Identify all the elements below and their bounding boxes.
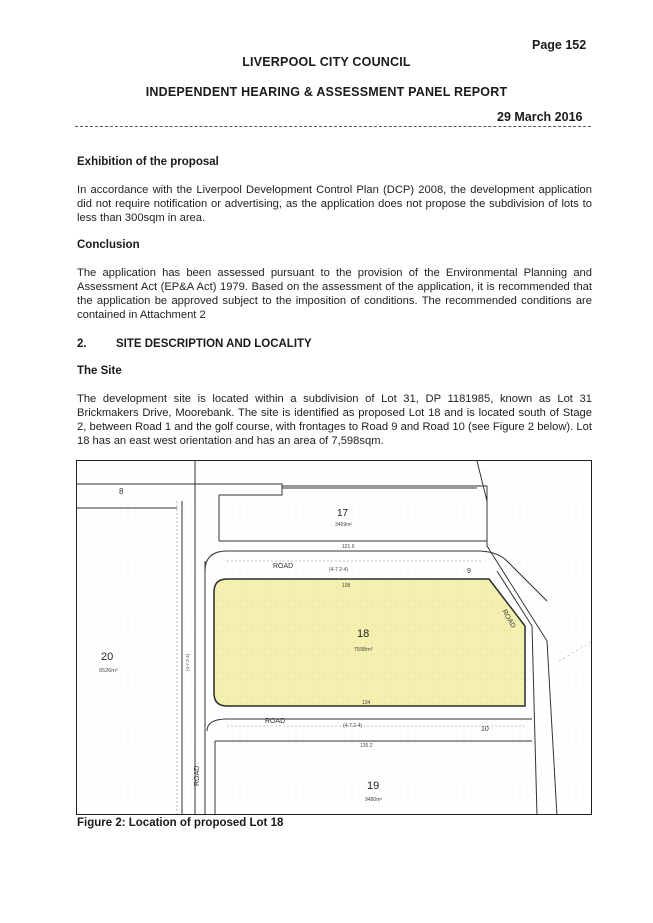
- figure-caption: Figure 2: Location of proposed Lot 18: [77, 817, 284, 829]
- lot-17-label: 17: [337, 508, 349, 519]
- lot-19-area-label: 9480m²: [365, 797, 382, 803]
- lot-20-label: 20: [101, 651, 114, 663]
- lot-19-label: 19: [367, 780, 380, 792]
- header-rule: [75, 126, 591, 127]
- road-9-label: ROAD: [273, 563, 294, 570]
- conclusion-heading: Conclusion: [77, 239, 140, 251]
- site-plan-figure: [76, 460, 592, 815]
- section-title: SITE DESCRIPTION AND LOCALITY: [116, 338, 312, 350]
- road-10-label: ROAD: [265, 718, 286, 725]
- lot-17-area-label: 3469m²: [335, 522, 352, 528]
- road-1-label: ROAD: [194, 765, 201, 786]
- council-name: LIVERPOOL CITY COUNCIL: [242, 55, 411, 69]
- road-1-width-label: (4-7.2-4): [185, 653, 190, 671]
- road-9-width-label: (4-7.2-4): [329, 567, 349, 573]
- site-paragraph: The development site is located within a subdivision of Lot 31, DP 1181985, known as Lot 31 Brickmakers Drive, Moorebank. The site is identified as proposed Lot 18 and is located south of Stage 2, between Road 1 and the golf course, with frontages to Road 9 and Road 10 (see Figure 2 below). Lot 18 has an east west orientation and has an area of 7,598sqm.: [77, 393, 592, 447]
- lot-8-label: 8: [119, 487, 124, 496]
- dimension-121-9: 121.9: [342, 544, 355, 550]
- dimension-108: 108: [342, 583, 351, 589]
- site-plan-map: [77, 461, 592, 815]
- site-heading: The Site: [77, 365, 122, 377]
- report-title: INDEPENDENT HEARING & ASSESSMENT PANEL REPORT: [145, 85, 508, 99]
- dimension-126-2: 126.2: [360, 743, 373, 749]
- exhibition-paragraph: In accordance with the Liverpool Development Control Plan (DCP) 2008, the development application did not require notification or advertising, as the application does not propose the subdivision of lots to less than 300sqm in area.: [77, 184, 592, 224]
- conclusion-paragraph: The application has been assessed pursuant to the provision of the Environmental Planning and Assessment Act (EP&A Act) 1979. Based on the assessment of the application, it is recommended that the application be approved subject to the imposition of conditions. The recommended conditions are contained in Attachment 2: [77, 267, 592, 321]
- lot-18-area-label: 7598m²: [354, 647, 373, 653]
- dimension-134: 134: [362, 700, 371, 706]
- lot-18-texture: [214, 579, 525, 706]
- page-number: Page 152: [532, 38, 587, 52]
- road-9-number-label: 9: [467, 568, 471, 575]
- lot-18-label: 18: [357, 628, 370, 640]
- exhibition-heading: Exhibition of the proposal: [77, 156, 219, 168]
- section-number: 2.: [77, 338, 87, 350]
- road-10-number-label: 10: [481, 726, 489, 733]
- road-right-label: ROAD: [500, 608, 517, 630]
- road-10-width-label: (4-7.2-4): [343, 723, 363, 729]
- report-date: 29 March 2016: [497, 110, 583, 124]
- lot-20-area-label: 6526m²: [99, 668, 118, 674]
